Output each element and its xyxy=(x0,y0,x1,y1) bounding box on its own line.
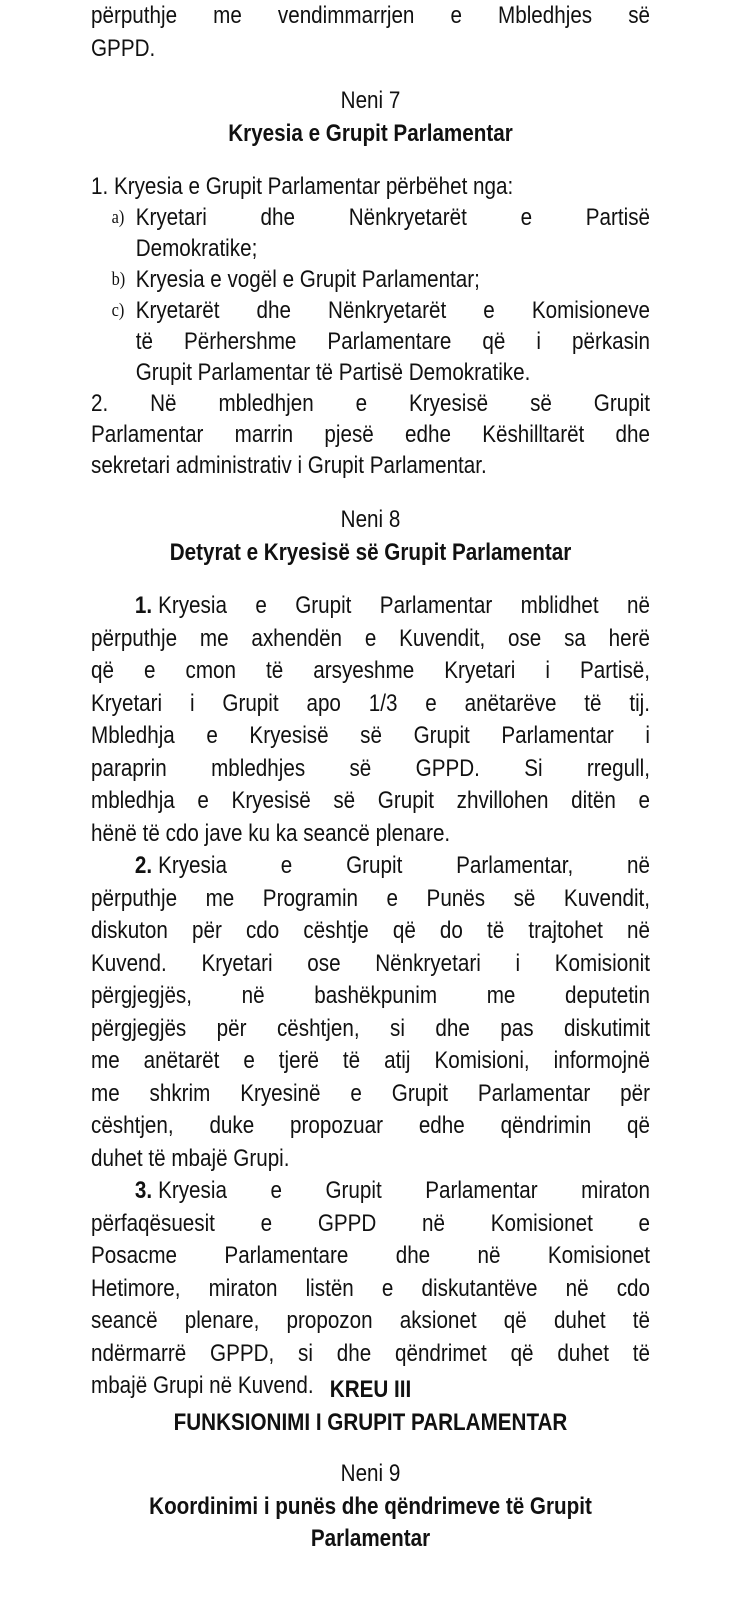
article-7-heading xyxy=(91,85,650,150)
paragraph-number: 2. xyxy=(134,852,153,879)
paragraph-number: 1. xyxy=(134,592,153,619)
text-line: seancë plenare, propozon aksionet që duhet të xyxy=(91,1307,650,1334)
text-line: Kryesia e vogël e Grupit Parlamentar; xyxy=(135,266,480,293)
text-line: diskuton për cdo cështje që do të trajtohet në xyxy=(91,917,650,944)
article-label: Neni 8 xyxy=(340,506,401,533)
text-line: Kryesia e Grupit Parlamentar mblidhet në xyxy=(158,592,650,619)
paragraph-2-first-line xyxy=(91,850,650,883)
article-label: Neni 7 xyxy=(340,87,401,114)
text-line: GPPD. xyxy=(91,34,156,62)
list-marker: a) xyxy=(111,207,125,228)
text-line: përputhje me vendimmarrjen e Mbledhjes së xyxy=(91,2,650,29)
text-line: Mbledhja e Kryesisë së Grupit Parlamentar i xyxy=(91,722,650,749)
list-item-a xyxy=(91,202,650,233)
article-8-heading xyxy=(91,504,650,569)
article-title-line: Parlamentar xyxy=(310,1525,431,1552)
text-line: cështjen, duke propozuar edhe qëndrimin që xyxy=(91,1112,650,1139)
text-line: përputhje me Programin e Punës së Kuvendit, xyxy=(91,884,650,912)
text-line: Demokratike; xyxy=(135,235,258,262)
list-marker: b) xyxy=(111,269,126,290)
chapter-title: FUNKSIONIMI I GRUPIT PARLAMENTAR xyxy=(173,1408,568,1436)
text-line: që e cmon të arsyeshme Kryetari i Partisë, xyxy=(91,657,650,684)
article-label: Neni 9 xyxy=(340,1460,401,1487)
text-line: Kryesia e Grupit Parlamentar, në xyxy=(158,852,650,879)
text-line: mbajë Grupi në Kuvend. xyxy=(91,1372,314,1399)
text-line: Kryetari i Grupit apo 1/3 e anëtarëve të tij. xyxy=(91,689,650,717)
text-line: përgjegjës, në bashëkpunim me deputetin xyxy=(91,982,650,1009)
text-line: Parlamentar marrin pjesë edhe Këshilltarët dhe xyxy=(91,421,650,448)
text-line: paraprin mbledhjes së GPPD. Si rregull, xyxy=(91,754,650,782)
intro-paragraph xyxy=(91,0,650,65)
article-9-heading xyxy=(91,1458,650,1556)
paragraph-1-first-line xyxy=(91,590,650,623)
paragraph-3-first-line xyxy=(91,1175,650,1208)
text-line: duhet të mbajë Grupi. xyxy=(91,1144,290,1172)
text-line: ndërmarrë GPPD, si dhe qëndrimet që duhet të xyxy=(91,1339,650,1367)
text-line: Posacme Parlamentare dhe në Komisionet xyxy=(91,1242,650,1269)
paragraph-number: 3. xyxy=(134,1177,153,1204)
text-line: Grupit Parlamentar të Partisë Demokratike. xyxy=(135,359,531,386)
text-line: me anëtarët e tjerë të atij Komisioni, informojnë xyxy=(91,1047,650,1074)
list-marker: c) xyxy=(111,300,125,321)
article-title-line: Koordinimi i punës dhe qëndrimeve të Grupit xyxy=(149,1492,592,1520)
text-line: 2. Në mbledhjen e Kryesisë së Grupit xyxy=(91,390,650,417)
chapter-label: KREU III xyxy=(329,1376,412,1403)
text-line: përputhje me axhendën e Kuvendit, ose sa herë xyxy=(91,624,650,652)
text-line: Kryetari dhe Nënkryetarët e Partisë xyxy=(135,204,651,231)
text-line: përfaqësuesit e GPPD në Komisionet e xyxy=(91,1209,650,1237)
text-line: me shkrim Kryesinë e Grupit Parlamentar për xyxy=(91,1079,650,1107)
list-item-c xyxy=(91,295,650,326)
article-7-body xyxy=(91,171,650,481)
text-line: mbledhja e Kryesisë së Grupit zhvillohen ditën e xyxy=(91,787,650,814)
text-line: të Përhershme Parlamentare që i përkasin xyxy=(135,328,651,355)
article-8-body xyxy=(91,590,650,1403)
article-title: Kryesia e Grupit Parlamentar xyxy=(228,119,513,147)
text-line: Kuvend. Kryetari ose Nënkryetari i Komisionit xyxy=(91,949,650,977)
paragraph-1: 1. Kryesia e Grupit Parlamentar përbëhet nga: xyxy=(91,173,514,200)
text-line: Kryesia e Grupit Parlamentar miraton xyxy=(158,1177,650,1204)
text-line: sekretari administrativ i Grupit Parlamentar. xyxy=(91,452,487,479)
text-line: Hetimore, miraton listën e diskutantëve në cdo xyxy=(91,1274,650,1302)
text-line: përgjegjës për cështjen, si dhe pas diskutimit xyxy=(91,1014,650,1042)
text-line: hënë të cdo jave ku ka seancë plenare. xyxy=(91,819,451,847)
list-item-b xyxy=(91,264,650,295)
chapter-heading xyxy=(91,1374,650,1439)
text-line: Kryetarët dhe Nënkryetarët e Komisioneve xyxy=(135,297,651,324)
article-title: Detyrat e Kryesisë së Grupit Parlamentar xyxy=(169,538,572,566)
